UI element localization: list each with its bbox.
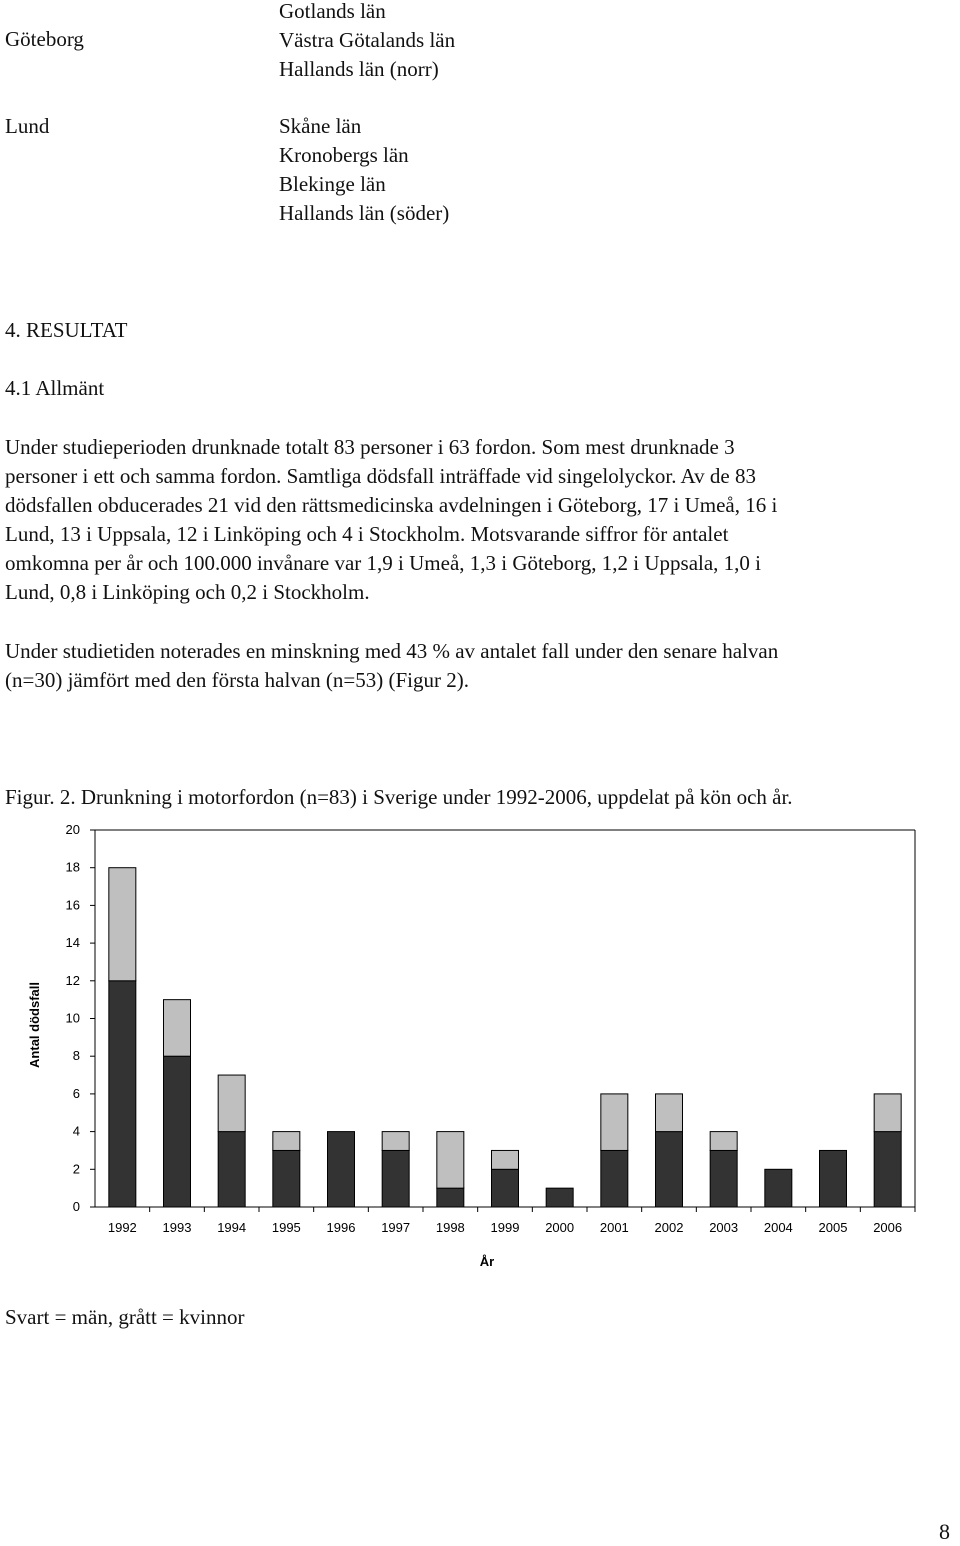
page-number: 8	[939, 1519, 950, 1544]
paragraph-line: Under studieperioden drunknade totalt 83 personer i 63 fordon. Som mest drunknade 3	[5, 435, 735, 459]
region-table	[0, 0, 960, 240]
legend-note: Svart = män, grått = kvinnor	[5, 1305, 245, 1329]
paragraph-line: personer i ett och samma fordon. Samtliga dödsfall inträffade vid singelolyckor. Av de 83	[5, 464, 756, 488]
county-item: Hallands län (söder)	[279, 201, 450, 225]
paragraph-line: omkomna per år och 100.000 invånare var 1,9 i Umeå, 1,3 i Göteborg, 1,2 i Uppsala, 1,0 i	[5, 551, 762, 575]
county-item: Gotlands län	[279, 0, 386, 23]
bar-segment-women	[601, 1094, 628, 1151]
bar-segment-women	[437, 1132, 464, 1189]
y-tick-labels	[66, 822, 95, 1214]
x-tick-label: 2000	[545, 1220, 575, 1235]
y-tick-label: 2	[72, 1161, 80, 1177]
bar-segment-men	[874, 1132, 901, 1207]
county-list-lund	[279, 112, 449, 228]
x-tick-label: 1992	[107, 1220, 137, 1235]
bar-segment-women	[492, 1150, 519, 1169]
bar-segment-women	[218, 1075, 245, 1132]
x-tick-label: 2001	[599, 1220, 629, 1235]
bar-segment-men	[382, 1150, 409, 1207]
paragraph-line: dödsfallen obducerades 21 vid den rättsmedicinska avdelningen i Göteborg, 17 i Umeå, 16 i	[5, 493, 778, 517]
x-tick-label: 1995	[271, 1220, 301, 1235]
bar-segment-men	[328, 1132, 355, 1207]
county-item: Hallands län (norr)	[279, 57, 439, 81]
bar-segment-women	[710, 1132, 737, 1151]
y-tick-label: 20	[65, 822, 80, 837]
paragraph-line: (n=30) jämfört med den första halvan (n=53) (Figur 2).	[5, 668, 469, 692]
paragraph-line: Lund, 0,8 i Linköping och 0,2 i Stockholm.	[5, 580, 370, 604]
bar-segment-men	[492, 1169, 519, 1207]
bar-segment-men	[546, 1188, 573, 1207]
y-tick-label: 6	[72, 1085, 80, 1101]
y-tick-label: 18	[65, 859, 80, 875]
x-tick-label: 1994	[217, 1220, 247, 1235]
paragraph-trend	[5, 637, 955, 695]
x-tick-labels	[108, 1207, 915, 1235]
paragraph-line: Lund, 13 i Uppsala, 12 i Linköping och 4 i Stockholm. Motsvarande siffror för antalet	[5, 522, 729, 546]
x-tick-label: 2006	[873, 1220, 903, 1235]
paragraph-line: Under studietiden noterades en minskning med 43 % av antalet fall under den senare halvan	[5, 639, 779, 663]
y-tick-label: 12	[65, 972, 80, 988]
bar-segment-women	[382, 1132, 409, 1151]
bar-segment-women	[164, 1000, 191, 1057]
paragraph-results	[5, 433, 955, 607]
x-tick-label: 2002	[654, 1220, 684, 1235]
county-list-goteborg	[279, 0, 455, 84]
bar-chart-svg	[0, 815, 960, 1285]
y-tick-label: 4	[72, 1123, 80, 1139]
y-tick-label: 10	[65, 1010, 80, 1026]
county-item: Västra Götalands län	[279, 28, 456, 52]
x-tick-label: 2005	[818, 1220, 848, 1235]
x-tick-label: 1997	[381, 1220, 411, 1235]
y-tick-label: 14	[65, 935, 80, 951]
bar-chart	[0, 815, 960, 1285]
bar-segment-women	[656, 1094, 683, 1132]
county-item: Blekinge län	[279, 172, 386, 196]
x-tick-label: 1999	[490, 1220, 520, 1235]
city-goteborg: Göteborg	[5, 27, 84, 51]
bar-segment-men	[710, 1150, 737, 1207]
y-tick-label: 8	[72, 1048, 80, 1064]
y-tick-label: 0	[72, 1199, 80, 1214]
bar-segment-men	[218, 1132, 245, 1207]
bar-segment-men	[437, 1188, 464, 1207]
bar-segment-men	[820, 1150, 847, 1207]
figure-caption: Figur. 2. Drunkning i motorfordon (n=83) i Sverige under 1992-2006, uppdelat på kön och år.	[5, 785, 793, 809]
bar-segment-men	[601, 1150, 628, 1207]
x-tick-label: 1998	[435, 1220, 465, 1235]
bar-segment-men	[273, 1150, 300, 1207]
bar-segment-women	[874, 1094, 901, 1132]
x-tick-label: 1996	[326, 1220, 356, 1235]
x-tick-label: 1993	[162, 1220, 192, 1235]
bar-segment-men	[109, 981, 136, 1207]
bar-segment-men	[656, 1132, 683, 1207]
x-axis-label: År	[479, 1254, 495, 1269]
y-tick-label: 16	[65, 897, 80, 913]
subsection-title: 4.1 Allmänt	[5, 376, 105, 400]
bar-segment-women	[109, 868, 136, 981]
city-lund: Lund	[5, 114, 50, 138]
section-title: 4. RESULTAT	[5, 318, 128, 342]
bar-segment-women	[273, 1132, 300, 1151]
y-axis-label: Antal dödsfall	[27, 982, 42, 1068]
bar-segment-men	[164, 1056, 191, 1207]
county-item: Kronobergs län	[279, 143, 409, 167]
county-item: Skåne län	[279, 114, 362, 138]
x-tick-label: 2004	[763, 1220, 793, 1235]
chart-bars	[109, 868, 901, 1207]
x-tick-label: 2003	[709, 1220, 739, 1235]
bar-segment-men	[765, 1169, 792, 1207]
